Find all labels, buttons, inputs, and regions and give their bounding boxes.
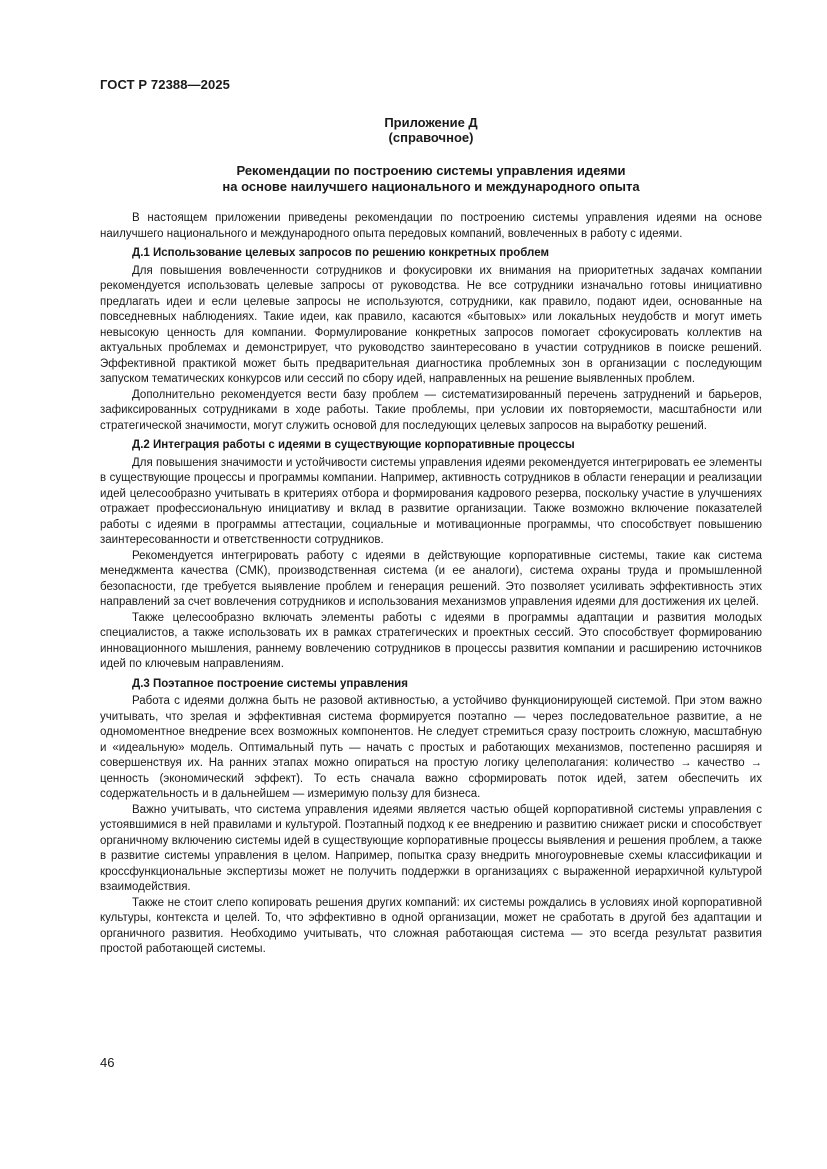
paragraph: Работа с идеями должна быть не разовой активностью, а устойчиво функционирующей системой. При этом важно учитывать, что зрелая и эффективная система формируется поэтапно — через последовательное развитие, а не одномоментное внедрение всех возможных компонентов. Не следует стремиться сразу построить сложную, масштабную и «идеальную» модель. Оптимальный путь — начать с простых и работающих механизмов, постепенно расширяя и совершенствуя их. На ранних этапах можно опираться на простую логику целеполагания: количество → качество → ценность (экономический эффект). То есть сначала важно сформировать поток идей, затем обеспечить их содержательность и в дальнейшем — измеримую пользу для бизнеса. xyxy=(100,695,762,800)
annex-heading xyxy=(100,115,762,145)
page-number: 46 xyxy=(100,1055,115,1070)
annex-title: Приложение Д xyxy=(384,115,478,130)
section-heading-d1: Д.1 Использование целевых запросов по решению конкретных проблем xyxy=(132,247,549,259)
paragraph: Важно учитывать, что система управления идеями является частью общей корпоративной системы управления с устоявшимися в ней правилами и культурой. Поэтапный подход к ее внедрению и развитию снижает риски и способствует органичному включению системы идей в существующие корпоративные процессы выявления и решения проблем, а также в развитие системы управления в целом. Например, попытка сразу внедрить многоуровневые схемы классификации и кроссфункциональные экспертизы может не получить поддержки в организациях с выраженной иерархичной культурой взаимодействия. xyxy=(100,803,762,893)
section-heading-d2: Д.2 Интеграция работы с идеями в существующие корпоративные процессы xyxy=(132,439,575,451)
document-code: ГОСТ Р 72388—2025 xyxy=(100,77,230,92)
intro-paragraph: В настоящем приложении приведены рекомендации по построению системы управления идеями на основе наилучшего национального и международного опыта передовых компаний, вовлеченных в работу с идеями. xyxy=(100,212,762,240)
paragraph: Также целесообразно включать элементы работы с идеями в программы адаптации и развития молодых специалистов, а также использовать их в рамках стратегических и проектных сессий. Это способствует формированию инновационного мышления, раннему вовлечению сотрудников в процессы развития компании и расширению источников идей по ключевым направлениям. xyxy=(100,611,762,670)
paragraph: Также не стоит слепо копировать решения других компаний: их системы рождались в условиях иной корпоративной культуры, контекста и целей. То, что эффективно в одной организации, может не сработать в другой без адаптации и органичного развития. Необходимо учитывать, что сложная работающая система — это всегда результат развития простой работающей системы. xyxy=(100,896,762,955)
paragraph: Для повышения значимости и устойчивости системы управления идеями рекомендуется интегрировать ее элементы в существующие процессы и программы компании. Например, активность сотрудников в области генерации и реализации идей целесообразно учитывать в критериях отбора и формирования кадрового резерва, поскольку участие в улучшениях отражает профессиональную инициативу и вклад в развитие организации. Также возможно включение показателей работы с идеями в программы аттестации, социальные и мотивационные программы, что способствует повышению заинтересованности и ответственности сотрудников. xyxy=(100,456,762,546)
paragraph: Рекомендуется интегрировать работу с идеями в действующие корпоративные системы, такие как система менеджмента качества (СМК), производственная система (и ее аналоги), система охраны труда и промышленной безопасности, где требуется выявление проблем и генерация решений. Это позволяет усиливать эффективность этих направлений за счет вовлечения сотрудников и использования механизмов управления идеями для достижения их целей. xyxy=(100,549,762,608)
paragraph: Для повышения вовлеченности сотрудников и фокусировки их внимания на приоритетных задачах компании рекомендуется использовать целевые запросы от руководства. Не все сотрудники изначально готовы инициативно предлагать идеи и если целевые запросы не используются, сотрудники, как правило, подают идеи, основанные на повседневных наблюдениях. Такие идеи, как правило, касаются «бытовых» или локальных неудобств и могут иметь невысокую ценность для компании. Формулирование конкретных запросов помогает сфокусировать коллектив на актуальных проблемах и демонстрирует, что руководство заинтересовано в участии сотрудников в поиске решений. Эффективной практикой может быть предварительная диагностика проблемных зон в организации с последующим запуском тематических конкурсов или сессий по сбору идей, направленных на решение выявленных проблем. xyxy=(100,264,762,385)
document-title-line-2: на основе наилучшего национального и международного опыта xyxy=(222,179,640,194)
document-body xyxy=(100,211,762,958)
annex-type: (справочное) xyxy=(388,130,474,145)
document-title xyxy=(100,163,762,195)
document-title-line-1: Рекомендации по построению системы управления идеями xyxy=(236,163,626,178)
section-heading-d3: Д.3 Поэтапное построение системы управления xyxy=(132,677,408,690)
paragraph: Дополнительно рекомендуется вести базу проблем — систематизированный перечень затруднений и барьеров, зафиксированных сотрудниками в ходе работы. Такие проблемы, при условии их повторяемости, масштабности или стратегической значимости, могут служить основой для последующих целевых запросов на выработку решений. xyxy=(100,388,762,432)
